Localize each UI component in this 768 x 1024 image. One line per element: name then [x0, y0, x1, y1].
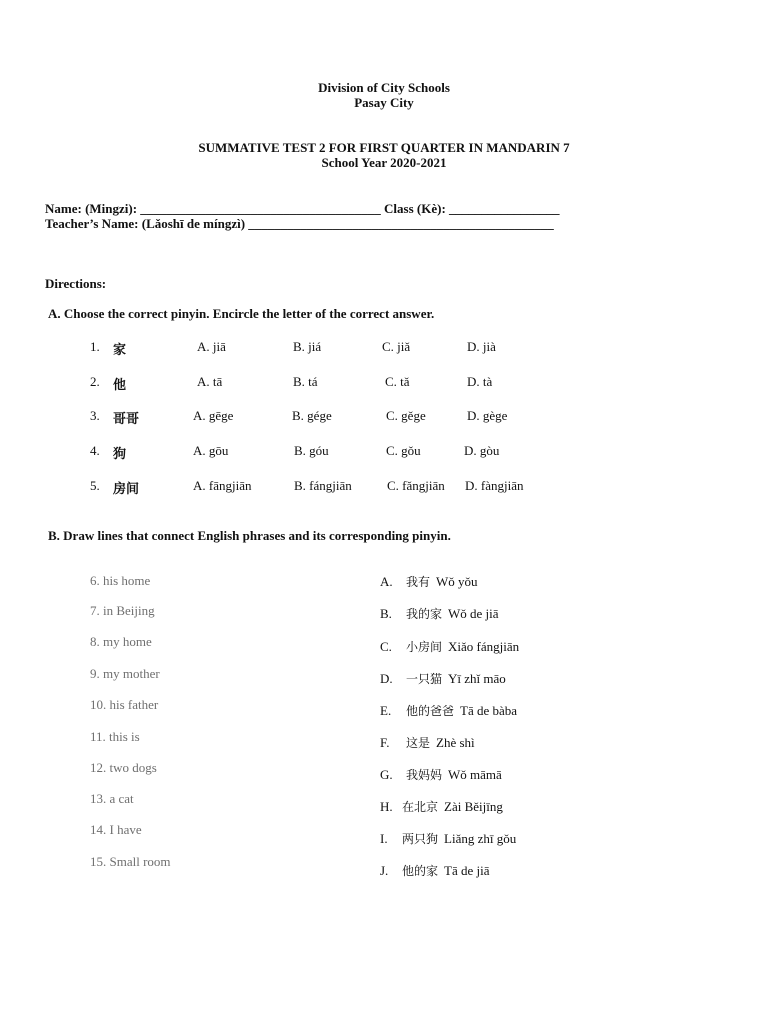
- option-a[interactable]: A. fāngjiān: [193, 478, 252, 493]
- pinyin: Tā de bàba: [460, 703, 518, 718]
- hanzi: 小房间: [406, 640, 443, 654]
- english-phrase[interactable]: 11. this is: [90, 729, 140, 744]
- option-letter: D.: [380, 671, 393, 686]
- english-phrase[interactable]: 13. a cat: [90, 791, 134, 806]
- question-number: 3.: [90, 408, 100, 423]
- question-1: [0, 339, 768, 359]
- question-character: 家: [113, 343, 127, 358]
- option-a[interactable]: A. jiā: [197, 339, 226, 354]
- option-letter: F.: [380, 735, 390, 750]
- question-4: [0, 443, 768, 463]
- pinyin: Zhè shì: [436, 735, 475, 750]
- option-letter: H.: [380, 799, 393, 814]
- pinyin-option-h[interactable]: [380, 798, 503, 815]
- question-number: 1.: [90, 339, 100, 354]
- pinyin: Wǒ māmā: [448, 767, 502, 782]
- hanzi: 他的家: [402, 864, 439, 878]
- school-year: School Year 2020-2021: [321, 155, 447, 170]
- pinyin-option-a[interactable]: [380, 573, 478, 590]
- pinyin-option-i[interactable]: [380, 830, 516, 847]
- pinyin: Xiǎo fángjiān: [448, 639, 520, 654]
- pinyin-option-b[interactable]: [380, 605, 499, 622]
- hanzi: 一只猫: [406, 672, 443, 686]
- question-2: [0, 374, 768, 394]
- pinyin: Yī zhǐ māo: [448, 671, 506, 686]
- option-letter: J.: [380, 863, 389, 878]
- option-b[interactable]: B. gége: [292, 408, 332, 423]
- name-class-field[interactable]: Name: (Mingzi): _____________________________________ Class (Kè): _________________: [45, 201, 560, 216]
- english-phrase[interactable]: 7. in Beijing: [90, 603, 155, 618]
- pinyin-option-g[interactable]: [380, 766, 502, 783]
- option-c[interactable]: C. tǎ: [385, 374, 410, 389]
- option-c[interactable]: C. fǎngjiān: [387, 478, 445, 493]
- test-title: SUMMATIVE TEST 2 FOR FIRST QUARTER IN MANDARIN 7: [198, 140, 570, 155]
- pinyin-option-c[interactable]: [380, 638, 519, 655]
- hanzi: 我的家: [406, 607, 443, 621]
- pinyin: Liǎng zhī gǒu: [444, 831, 517, 846]
- teacher-name-field[interactable]: Teacher’s Name: (Lǎoshī de míngzì) _______________________________________________: [45, 216, 554, 231]
- question-character: 哥哥: [113, 412, 140, 427]
- english-phrase[interactable]: 15. Small room: [90, 854, 171, 869]
- option-d[interactable]: D. gòu: [464, 443, 500, 458]
- option-d[interactable]: D. tà: [467, 374, 493, 389]
- english-phrase[interactable]: 10. his father: [90, 697, 159, 712]
- hanzi: 我妈妈: [406, 768, 443, 782]
- question-number: 5.: [90, 478, 100, 493]
- option-letter: I.: [380, 831, 388, 846]
- option-letter: A.: [380, 574, 393, 589]
- question-3: [0, 408, 768, 428]
- english-phrase[interactable]: 14. I have: [90, 822, 142, 837]
- question-character: 他: [113, 378, 127, 393]
- english-phrase[interactable]: 6. his home: [90, 573, 151, 588]
- option-a[interactable]: A. gēge: [193, 408, 234, 423]
- option-letter: G.: [380, 767, 393, 782]
- option-b[interactable]: B. fángjiān: [294, 478, 352, 493]
- option-d[interactable]: D. fàngjiān: [465, 478, 524, 493]
- option-letter: B.: [380, 606, 392, 621]
- option-b[interactable]: B. jiá: [293, 339, 322, 354]
- pinyin: Wǒ yǒu: [436, 574, 478, 589]
- option-a[interactable]: A. tā: [197, 374, 223, 389]
- option-d[interactable]: D. jià: [467, 339, 496, 354]
- pinyin-option-d[interactable]: [380, 670, 506, 687]
- option-c[interactable]: C. gěge: [386, 408, 426, 423]
- hanzi: 这是: [406, 736, 431, 750]
- hanzi: 两只狗: [402, 832, 439, 846]
- question-number: 4.: [90, 443, 100, 458]
- question-character: 狗: [113, 447, 127, 462]
- section-a-heading: A. Choose the correct pinyin. Encircle the letter of the correct answer.: [48, 306, 435, 321]
- hanzi: 在北京: [402, 800, 439, 814]
- pinyin: Zài Běijīng: [444, 799, 503, 814]
- option-d[interactable]: D. gège: [467, 408, 508, 423]
- pinyin-option-e[interactable]: [380, 702, 517, 719]
- option-a[interactable]: A. gōu: [193, 443, 229, 458]
- city-heading: Pasay City: [354, 95, 414, 110]
- option-b[interactable]: B. góu: [294, 443, 329, 458]
- division-heading: Division of City Schools: [318, 80, 450, 95]
- option-c[interactable]: C. gǒu: [386, 443, 421, 458]
- question-number: 2.: [90, 374, 100, 389]
- english-phrase[interactable]: 12. two dogs: [90, 760, 157, 775]
- hanzi: 我有: [406, 575, 431, 589]
- option-c[interactable]: C. jiǎ: [382, 339, 411, 354]
- section-b-heading: B. Draw lines that connect English phrases and its corresponding pinyin.: [48, 528, 451, 543]
- pinyin-option-f[interactable]: [380, 734, 475, 751]
- pinyin: Wǒ de jiā: [448, 606, 499, 621]
- option-letter: C.: [380, 639, 392, 654]
- directions-label: Directions:: [45, 276, 107, 291]
- hanzi: 他的爸爸: [406, 704, 455, 718]
- question-5: [0, 478, 768, 498]
- option-b[interactable]: B. tá: [293, 374, 318, 389]
- question-character: 房间: [113, 482, 140, 497]
- english-phrase[interactable]: 9. my mother: [90, 666, 160, 681]
- english-phrase[interactable]: 8. my home: [90, 634, 152, 649]
- pinyin-option-j[interactable]: [380, 862, 490, 879]
- option-letter: E.: [380, 703, 392, 718]
- pinyin: Tā de jiā: [444, 863, 490, 878]
